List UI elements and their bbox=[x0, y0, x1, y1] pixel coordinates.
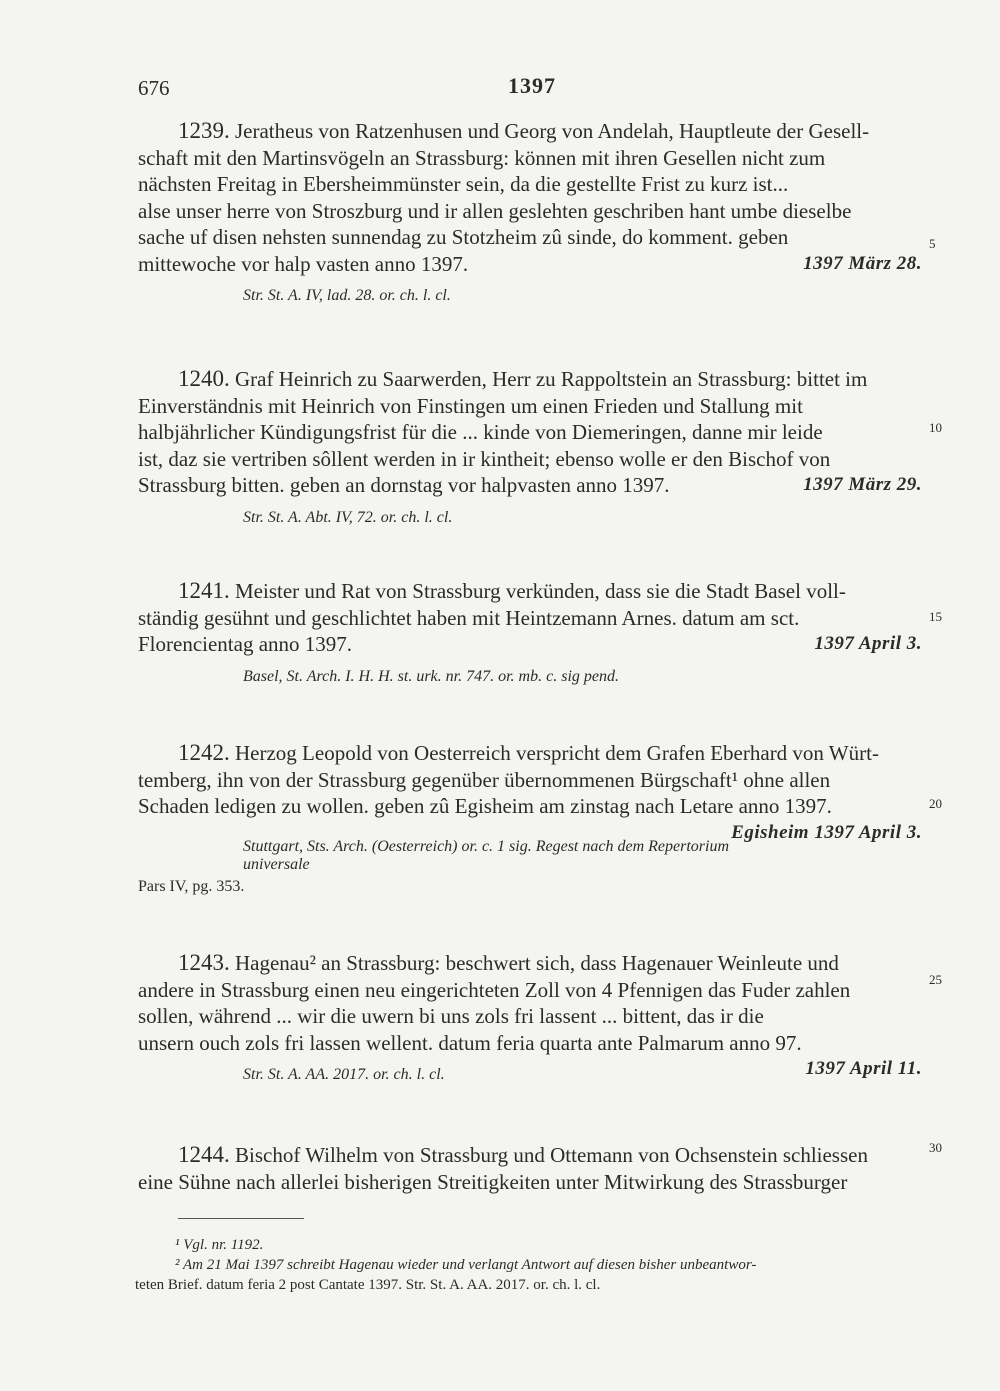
text-line: Schaden ledigen zu wollen. geben zû Egisheim am zinstag nach Letare anno 1397. bbox=[138, 794, 832, 818]
citation-text: Str. St. A. IV, lad. 28. or. ch. l. cl. bbox=[243, 287, 451, 304]
entry-text bbox=[138, 1142, 922, 1195]
text-line: nächsten Freitag in Ebersheimmünster sein, da die gestellte Frist zu kurz ist... bbox=[138, 172, 789, 196]
footnote-2 bbox=[175, 1255, 935, 1275]
entry-citation-continued: Pars IV, pg. 353. bbox=[138, 877, 245, 895]
citation-text: Basel, St. Arch. I. H. H. st. urk. nr. 747. or. mb. c. sig pend. bbox=[243, 667, 619, 685]
text-line: Herzog Leopold von Oesterreich verspricht dem Grafen Eberhard von Würt- bbox=[235, 741, 879, 765]
margin-line-number: 20 bbox=[929, 796, 942, 811]
entry-number: 1242. bbox=[178, 740, 230, 765]
entry-date: Egisheim 1397 April 3. bbox=[731, 821, 922, 843]
entry-date: 1397 April 11. bbox=[805, 1058, 922, 1079]
footnote-text: ² Am 21 Mai 1397 schreibt Hagenau wieder und verlangt Antwort auf diesen bisher unbeantwor- bbox=[175, 1257, 757, 1273]
entry-text bbox=[138, 578, 922, 658]
entry-text bbox=[138, 118, 922, 277]
text-line: sache uf disen nehsten sunnendag zu Stotzheim zû sinde, do komment. geben bbox=[138, 225, 789, 249]
entry-date: 1397 März 29. bbox=[803, 474, 922, 495]
footnote-2-continued bbox=[135, 1275, 935, 1295]
footnote-text: teten Brief. datum feria 2 post Cantate 1397. Str. St. A. AA. 2017. or. ch. l. cl. bbox=[135, 1277, 601, 1293]
entry-citation bbox=[243, 668, 922, 686]
citation-text: Str. St. A. AA. 2017. or. ch. l. cl. bbox=[243, 1066, 445, 1083]
text-line: schaft mit den Martinsvögeln an Strassburg: können mit ihren Gesellen nicht zum bbox=[138, 145, 826, 170]
entry-text bbox=[138, 740, 922, 843]
entry-text bbox=[138, 366, 922, 499]
text-line: unsern ouch zols fri lassen wellent. datum feria quarta ante Palmarum anno 97. bbox=[138, 1030, 802, 1055]
text-line: Jeratheus von Ratzenhusen und Georg von Andelah, Hauptleute der Gesell- bbox=[235, 119, 870, 143]
text-line: Meister und Rat von Strassburg verkünden, dass sie die Stadt Basel voll- bbox=[235, 579, 846, 603]
entry-citation bbox=[243, 509, 922, 527]
citation-text: Stuttgart, Sts. Arch. (Oesterreich) or. c. 1 sig. Regest nach dem Repertorium universale bbox=[243, 837, 729, 873]
margin-line-number: 15 bbox=[929, 609, 942, 624]
margin-line-number: 5 bbox=[929, 236, 936, 251]
text-line: Graf Heinrich zu Saarwerden, Herr zu Rappoltstein an Strassburg: bittet im bbox=[235, 367, 868, 391]
entry-1244 bbox=[138, 1142, 922, 1195]
text-line: Strassburg bitten. geben an dornstag vor halpvasten anno 1397. bbox=[138, 473, 670, 497]
entry-1243 bbox=[138, 950, 922, 1084]
entry-citation bbox=[243, 287, 922, 305]
text-line: Florencientag anno 1397. bbox=[138, 632, 353, 656]
text-line: Einverständnis mit Heinrich von Finstingen um einen Frieden und Stallung mit bbox=[138, 393, 803, 418]
margin-line-number: 10 bbox=[929, 420, 942, 435]
text-line: ist, daz sie vertriben sôllent werden in ir kintheit; ebenso wolle er den Bischof von bbox=[138, 446, 831, 471]
text-line: mittewoche vor halp vasten anno 1397. bbox=[138, 251, 469, 276]
entry-number: 1243. bbox=[178, 950, 230, 975]
entry-1242 bbox=[138, 740, 922, 896]
footnote-divider bbox=[178, 1218, 304, 1219]
text-line: Hagenau² an Strassburg: beschwert sich, dass Hagenauer Weinleute und bbox=[235, 951, 839, 975]
citation-text: Str. St. A. Abt. IV, 72. or. ch. l. cl. bbox=[243, 508, 453, 526]
footnote-1 bbox=[175, 1235, 935, 1255]
entry-1240 bbox=[138, 366, 922, 527]
entry-date: 1397 März 28. bbox=[803, 252, 922, 274]
footnotes bbox=[135, 1235, 935, 1295]
text-line: alse unser herre von Stroszburg und ir allen geslehten geschriben hant umbe dieselbe bbox=[138, 198, 852, 223]
text-line: halbjährlicher Kündigungsfrist für die ... kinde von Diemeringen, danne mir leide bbox=[138, 420, 823, 444]
margin-line-number: 30 bbox=[929, 1140, 942, 1155]
text-line: sollen, während ... wir die uwern bi uns zols fri lassent ... bittent, das ir die bbox=[138, 1004, 764, 1028]
entry-1239 bbox=[138, 118, 922, 305]
entry-date: 1397 April 3. bbox=[814, 633, 922, 654]
entry-1241 bbox=[138, 578, 922, 686]
text-line: andere in Strassburg einen neu eingerichteten Zoll von 4 Pfennigen das Fuder zahlen bbox=[138, 977, 851, 1002]
page-number: 676 bbox=[138, 76, 170, 100]
entry-number: 1241. bbox=[178, 578, 230, 603]
margin-line-number: 25 bbox=[929, 972, 942, 987]
entry-number: 1239. bbox=[178, 118, 230, 143]
entry-number: 1244. bbox=[178, 1142, 230, 1167]
footnote-text: ¹ Vgl. nr. 1192. bbox=[175, 1237, 264, 1253]
text-line: Bischof Wilhelm von Strassburg und Ottemann von Ochsenstein schliessen bbox=[235, 1143, 868, 1167]
entry-number: 1240. bbox=[178, 366, 230, 391]
page-header-year: 1397 bbox=[508, 73, 556, 98]
text-line: eine Sühne nach allerlei bisherigen Streitigkeiten unter Mitwirkung des Strassburger bbox=[138, 1169, 848, 1194]
text-line: ständig gesühnt und geschlichtet haben mit Heintzemann Arnes. datum am sct. bbox=[138, 605, 800, 630]
text-line: temberg, ihn von der Strassburg gegenüber übernommenen Bürgschaft¹ ohne allen bbox=[138, 767, 831, 792]
